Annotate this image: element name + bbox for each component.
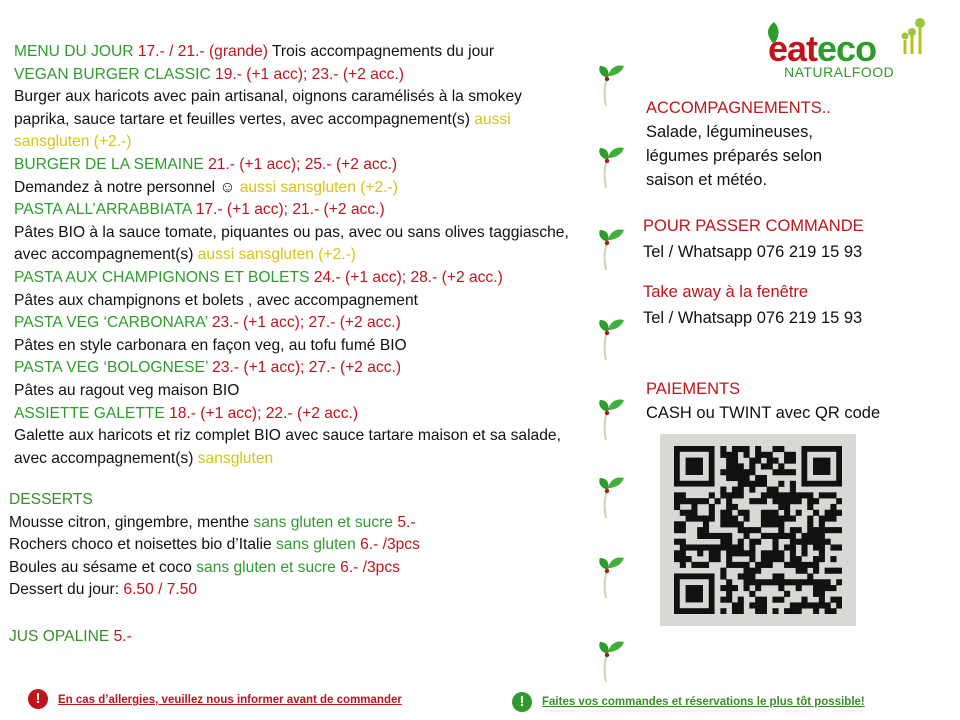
menu-line: [14, 380, 574, 403]
accompagnements-line: Salade, légumineuses,: [646, 123, 813, 141]
jus-price: 5.-: [113, 628, 132, 645]
description-text: Dessert du jour:: [9, 581, 124, 599]
description-text: Trois accompagnements du jour: [271, 43, 495, 60]
sprout-icon: [596, 58, 626, 108]
price-text: 19.- (+1 acc); 23.- (+2 acc.): [215, 65, 404, 83]
menu-line: [14, 222, 574, 267]
description-text: Mousse citron, gingembre, menthe: [9, 513, 254, 531]
highlight-text: PASTA ALL’ARRABBIATA: [14, 201, 196, 219]
menu-line: [14, 154, 574, 177]
paiements-block: [646, 377, 880, 425]
logo-eat: eat: [768, 28, 818, 69]
highlight-text: aussi sansgluten (+2.-): [14, 110, 511, 151]
menu-line: [14, 41, 574, 64]
commande-block: [643, 214, 864, 264]
highlight-text: PASTA AUX CHAMPIGNONS ET BOLETS: [14, 268, 314, 286]
menu-list: [14, 41, 574, 470]
price-text: 18.- (+1 acc); 22.- (+2 acc.): [169, 404, 359, 422]
highlight-text: sansgluten: [197, 449, 274, 467]
commande-phone: Tel / Whatsapp 076 219 15 93: [643, 243, 863, 261]
price-text: 5.-: [397, 513, 416, 531]
description-text: Boules au sésame et coco: [9, 558, 197, 576]
price-text: 23.- (+1 acc); 27.- (+2 acc.): [211, 314, 401, 332]
price-text: 17.- (+1 acc); 21.- (+2 acc.): [195, 201, 385, 219]
takeaway-phone: Tel / Whatsapp 076 219 15 93: [643, 309, 863, 327]
menu-line: [14, 312, 574, 335]
takeaway-title: Take away à la fenêtre: [643, 283, 809, 301]
menu-line: [9, 557, 569, 580]
price-text: 17.- / 21.- (grande): [137, 43, 272, 60]
highlight-text: sans gluten et sucre: [196, 558, 341, 576]
commande-title: POUR PASSER COMMANDE: [643, 217, 864, 235]
highlight-text: PASTA VEG ‘BOLOGNESE’: [14, 359, 213, 377]
menu-line: [14, 357, 574, 380]
menu-line: [14, 64, 574, 87]
description-text: Pâtes au ragout veg maison BIO: [14, 381, 240, 399]
menu-line: [9, 534, 569, 557]
menu-line: [14, 86, 574, 154]
allergy-note: En cas d’allergies, veuillez nous informer avant de commander: [58, 694, 402, 706]
sprout-icon: [596, 634, 626, 684]
price-text: 6.- /3pcs: [360, 536, 420, 554]
highlight-text: aussi sansgluten (+2.-): [239, 178, 398, 196]
description-text: Pâtes en style carbonara en façon veg, au tofu fumé BIO: [14, 336, 407, 354]
qr-code[interactable]: [660, 434, 856, 626]
desserts-section: [9, 489, 569, 602]
jus-line: [9, 626, 132, 649]
price-text: 6.50 / 7.50: [123, 581, 198, 599]
highlight-text: MENU DU JOUR: [14, 43, 138, 60]
menu-line: [9, 512, 569, 535]
jus-label: JUS OPALINE: [9, 628, 114, 645]
order-info-icon: !: [512, 692, 532, 712]
menu-line: [14, 403, 574, 426]
qr-code-icon: [674, 446, 842, 614]
highlight-text: aussi sansgluten (+2.-): [197, 246, 356, 264]
description-text: Galette aux haricots et riz complet BIO avec sauce tartare maison et sa salade, avec accompagnement(s): [14, 427, 561, 467]
menu-line: [14, 425, 574, 470]
sprout-icon: [596, 140, 626, 190]
description-text: Rochers choco et noisettes bio d’Italie: [9, 536, 276, 554]
highlight-text: BURGER DE LA SEMAINE: [14, 155, 209, 173]
allergy-warning-icon: !: [28, 689, 48, 709]
menu-line: [9, 579, 569, 602]
sprout-icon: [596, 550, 626, 600]
paiements-line: CASH ou TWINT avec QR code: [646, 404, 881, 422]
sprout-icon: [596, 312, 626, 362]
highlight-text: sans gluten: [275, 536, 361, 554]
description-text: Burger aux haricots avec pain artisanal, oignons caramélisés à la smokey paprika, sauce tartare et feuilles vertes, avec accompagnement(s): [14, 88, 522, 128]
price-text: 23.- (+1 acc); 27.- (+2 acc.): [212, 359, 402, 377]
accompagnements-line: légumes préparés selon: [646, 147, 823, 165]
highlight-text: PASTA VEG ‘CARBONARA’: [14, 314, 212, 332]
description-text: Pâtes BIO à la sauce tomate, piquantes ou pas, avec ou sans olives taggiasche, avec accompagnement(s): [14, 223, 569, 264]
price-text: 24.- (+1 acc); 28.- (+2 acc.): [313, 268, 503, 286]
logo-eco: eco: [817, 28, 877, 69]
menu-line: [14, 177, 574, 200]
paiements-title: PAIEMENTS: [646, 380, 741, 398]
price-text: 21.- (+1 acc); 25.- (+2 acc.): [208, 155, 398, 173]
sprout-icon: [596, 392, 626, 442]
sprout-icon: [596, 222, 626, 272]
menu-line: [14, 267, 574, 290]
price-text: 6.- /3pcs: [340, 558, 400, 576]
menu-line: [14, 199, 574, 222]
accompagnements-title: ACCOMPAGNEMENTS..: [646, 99, 831, 117]
sprout-icon: [596, 470, 626, 520]
menu-line: [14, 335, 574, 358]
eateco-logo: [762, 14, 932, 80]
description-text: Pâtes aux champignons et bolets , avec accompagnement: [14, 291, 418, 309]
dessert-items: [9, 512, 569, 602]
accompagnements-block: [646, 96, 831, 192]
highlight-text: ASSIETTE GALETTE: [14, 404, 170, 422]
logo-subtitle: NATURALFOOD: [784, 64, 895, 80]
highlight-text: VEGAN BURGER CLASSIC: [14, 65, 216, 83]
highlight-text: sans gluten et sucre: [253, 513, 398, 531]
takeaway-block: [643, 280, 862, 330]
menu-line: [14, 290, 574, 313]
accompagnements-line: saison et météo.: [646, 171, 768, 189]
order-note: Faites vos commandes et réservations le plus tôt possible!: [542, 696, 865, 708]
description-text: Demandez à notre personnel ☺: [14, 178, 240, 196]
desserts-title: DESSERTS: [9, 491, 93, 508]
